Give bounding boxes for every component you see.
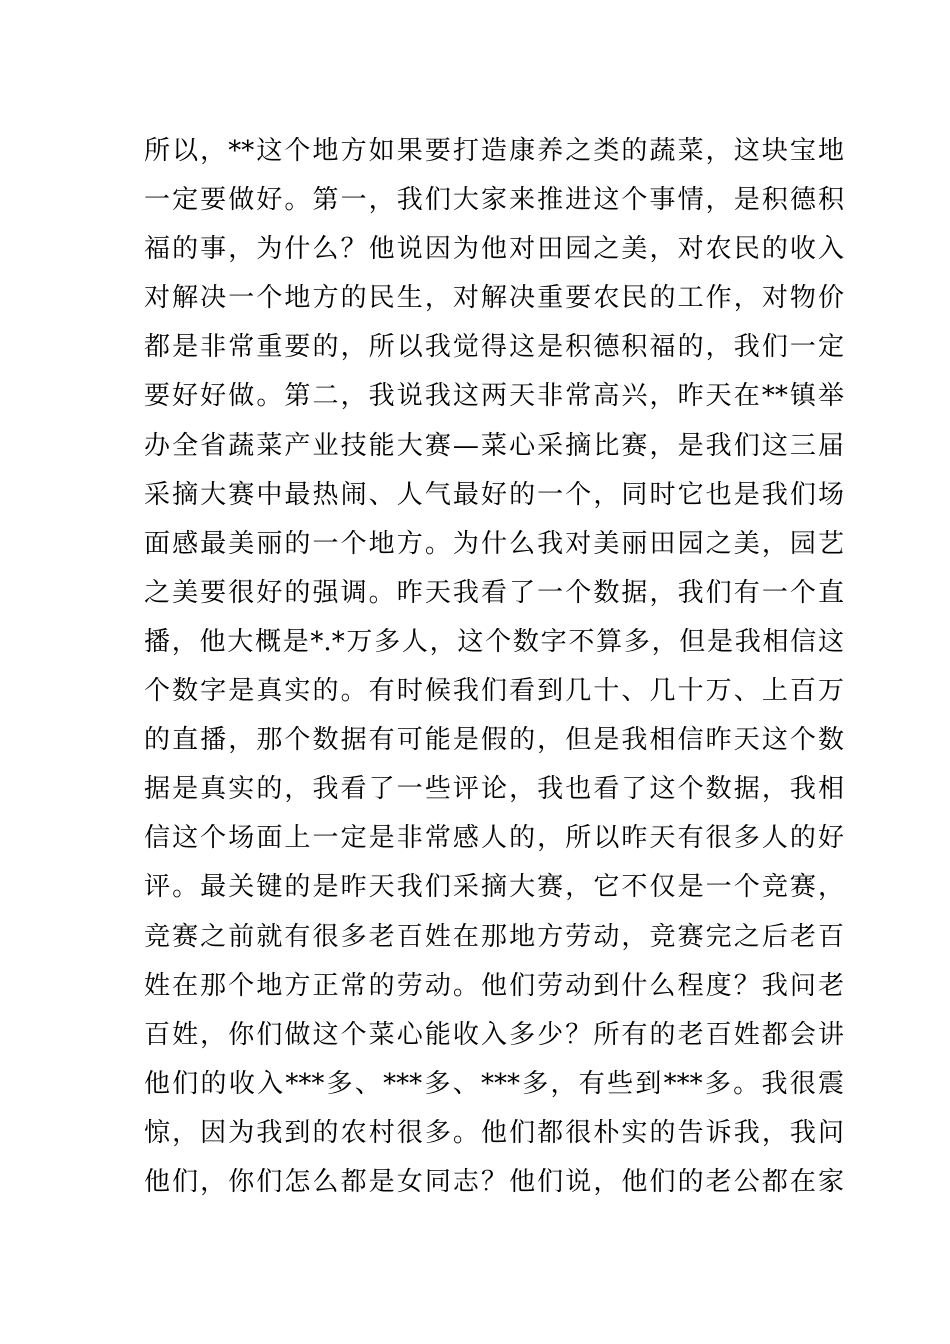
text-line: 的直播，那个数据有可能是假的，但是我相信昨天这个数 xyxy=(144,725,844,756)
text-line: 他们的收入***多、***多、***多，有些到***多。我很震 xyxy=(144,1068,844,1099)
text-line: 采摘大赛中最热闹、人气最好的一个，同时它也是我们场 xyxy=(144,479,844,510)
body-paragraph xyxy=(144,127,844,1207)
text-line: 惊，因为我到的农村很多。他们都很朴实的告诉我，我问 xyxy=(144,1117,844,1148)
text-line: 播，他大概是*.*万多人，这个数字不算多，但是我相信这 xyxy=(144,626,844,657)
text-line: 福的事，为什么？他说因为他对田园之美，对农民的收入 xyxy=(144,234,844,265)
text-line: 对解决一个地方的民生，对解决重要农民的工作，对物价 xyxy=(144,283,844,314)
text-line: 评。最关键的是昨天我们采摘大赛，它不仅是一个竞赛， xyxy=(144,872,844,903)
text-line: 竞赛之前就有很多老百姓在那地方劳动，竞赛完之后老百 xyxy=(144,921,844,952)
text-line: 一定要做好。第一，我们大家来推进这个事情，是积德积 xyxy=(144,185,844,216)
text-line: 信这个场面上一定是非常感人的，所以昨天有很多人的好 xyxy=(144,823,844,854)
text-line: 面感最美丽的一个地方。为什么我对美丽田园之美，园艺 xyxy=(144,528,844,559)
text-line: 都是非常重要的，所以我觉得这是积德积福的，我们一定 xyxy=(144,332,844,363)
text-line: 所以，**这个地方如果要打造康养之类的蔬菜，这块宝地 xyxy=(144,136,844,166)
text-line: 百姓，你们做这个菜心能收入多少？所有的老百姓都会讲 xyxy=(144,1019,844,1050)
text-line: 办全省蔬菜产业技能大赛—菜心采摘比赛，是我们这三届 xyxy=(144,430,844,461)
text-line: 个数字是真实的。有时候我们看到几十、几十万、上百万 xyxy=(144,676,844,707)
text-line: 姓在那个地方正常的劳动。他们劳动到什么程度？我问老 xyxy=(144,970,844,1001)
text-line: 他们，你们怎么都是女同志？他们说，他们的老公都在家 xyxy=(144,1166,844,1197)
text-line: 据是真实的，我看了一些评论，我也看了这个数据，我相 xyxy=(144,774,844,805)
text-line: 之美要很好的强调。昨天我看了一个数据，我们有一个直 xyxy=(144,577,844,608)
text-line: 要好好做。第二，我说我这两天非常高兴，昨天在**镇举 xyxy=(144,381,844,412)
